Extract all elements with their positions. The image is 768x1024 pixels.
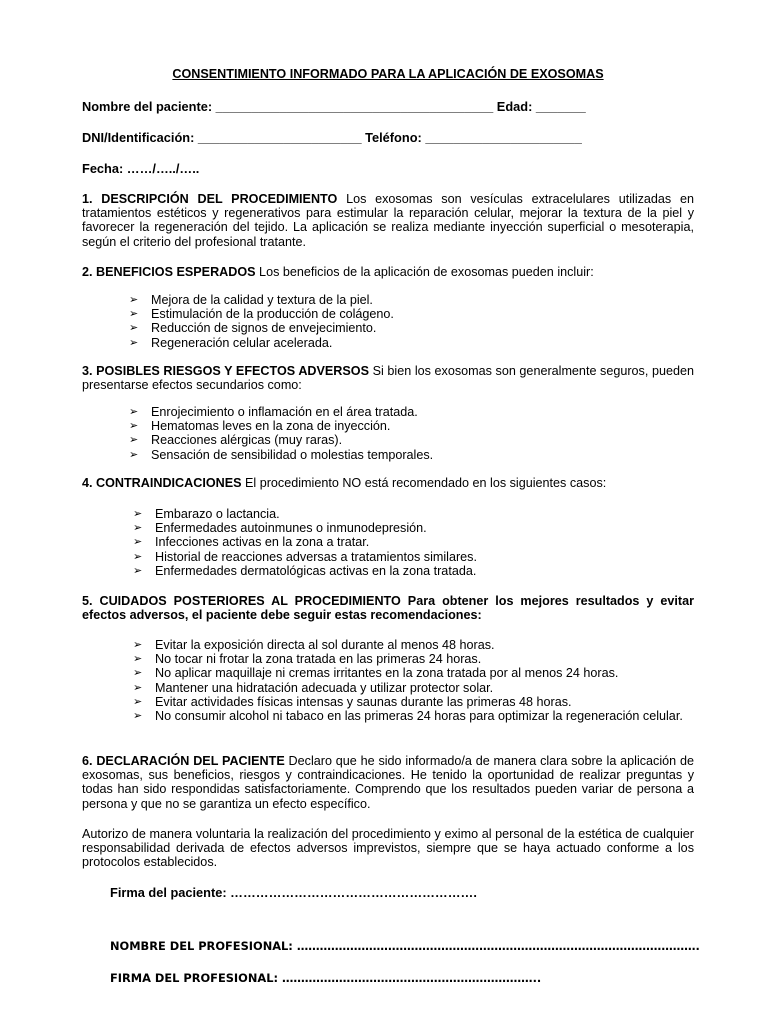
section-text: Los exosomas son vesículas extracelulares utilizadas en tratamientos estéticos y regenerativos para estimular la reparación celular, mejorar la textura de la piel y favorecer la regeneración del tejido. La aplicación se realiza mediante inyección superficial o mesoterapia, según el criterio del profesional tratante. (82, 192, 694, 249)
benefits-list (129, 293, 694, 350)
arrow-bullet-icon: ➢ (129, 406, 139, 418)
arrow-bullet-icon: ➢ (129, 336, 139, 349)
contraindications-list (133, 507, 694, 578)
list-item: ➢ Reducción de signos de envejecimiento. (129, 321, 377, 336)
arrow-bullet-icon: ➢ (133, 550, 143, 563)
list-item: ➢ No consumir alcohol ni tabaco en las primeras 24 horas para optimizar la regeneración celular. (133, 709, 683, 724)
section-heading: 4. CONTRAINDICACIONES (82, 476, 242, 490)
date-field: Fecha: ……/…../….. (82, 161, 200, 176)
section-declaration (82, 754, 694, 811)
patient-name-field: Nombre del paciente: _______________________________________ Edad: _______ (82, 99, 586, 114)
section-contraindications (82, 476, 694, 490)
arrow-bullet-icon: ➢ (133, 695, 143, 708)
section-text: El procedimiento NO está recomendado en los siguientes casos: (241, 476, 607, 490)
list-item: ➢ Enfermedades dermatológicas activas en la zona tratada. (133, 563, 477, 578)
arrow-bullet-icon: ➢ (133, 653, 143, 666)
section-aftercare (82, 594, 694, 622)
section-heading: 5. CUIDADOS POSTERIORES AL PROCEDIMIENTO Para obtener los mejores resultados y evitar efectos adversos, el paciente debe seguir estas recomendaciones: (82, 594, 694, 623)
section-text: Los beneficios de la aplicación de exosomas pueden incluir: (255, 265, 594, 279)
arrow-bullet-icon: ➢ (133, 508, 143, 520)
list-item: ➢ Mejora de la calidad y textura de la piel. (129, 293, 373, 307)
id-phone-field: DNI/Identificación: _______________________ Teléfono: ______________________ (82, 130, 582, 145)
list-item: ➢ Mantener una hidratación adecuada y utilizar protector solar. (133, 680, 494, 695)
section-heading: 6. DECLARACIÓN DEL PACIENTE (82, 754, 285, 768)
list-item: ➢ Enrojecimiento o inflamación en el área tratada. (129, 405, 418, 419)
arrow-bullet-icon: ➢ (133, 536, 143, 549)
section-text: Declaro que he sido informado/a de manera clara sobre la aplicación de exosomas, sus beneficios, riesgos y contraindicaciones. He tenido la oportunidad de realizar preguntas y todas han sido respondidas satisfactoriamente. Comprendo que los resultados pueden variar de persona a persona y que no se garantiza un efecto específico. (82, 754, 694, 811)
professional-name-line: NOMBRE DEL PROFESIONAL: ……………………………………………………………………………………………. (110, 939, 700, 953)
professional-signature-line: FIRMA DEL PROFESIONAL: ………………………………………………………….. (110, 971, 542, 985)
list-item: ➢ No tocar ni frotar la zona tratada en las primeras 24 horas. (133, 652, 482, 667)
authorization-paragraph: Autorizo de manera voluntaria la realización del procedimiento y eximo al personal de la estética de cualquier responsabilidad derivada de efectos adversos imprevistos, siempre que se haya actuado conforme a los protocolos establecidos. (82, 827, 694, 870)
arrow-bullet-icon: ➢ (129, 294, 139, 306)
arrow-bullet-icon: ➢ (129, 322, 139, 335)
list-item: ➢ Regeneración celular acelerada. (129, 335, 333, 350)
section-heading: 3. POSIBLES RIESGOS Y EFECTOS ADVERSOS (82, 364, 369, 378)
arrow-bullet-icon: ➢ (133, 667, 143, 680)
list-item: ➢ Embarazo o lactancia. (133, 507, 280, 521)
list-item: ➢ Evitar actividades físicas intensas y saunas durante las primeras 48 horas. (133, 694, 572, 709)
arrow-bullet-icon: ➢ (133, 710, 143, 723)
section-benefits (82, 265, 694, 279)
section-heading: 1. DESCRIPCIÓN DEL PROCEDIMIENTO (82, 192, 338, 206)
section-text: Si bien los exosomas son generalmente seguros, pueden presentarse efectos secundarios como: (82, 364, 694, 393)
risks-list (129, 405, 694, 462)
list-item: ➢ Reacciones alérgicas (muy raras). (129, 433, 343, 448)
list-item: ➢ No aplicar maquillaje ni cremas irritantes en la zona tratada por al menos 24 horas. (133, 666, 619, 681)
document-title: CONSENTIMIENTO INFORMADO PARA LA APLICACIÓN DE EXOSOMAS (172, 67, 604, 81)
arrow-bullet-icon: ➢ (133, 522, 143, 535)
arrow-bullet-icon: ➢ (129, 434, 139, 447)
arrow-bullet-icon: ➢ (129, 308, 139, 321)
list-item: ➢ Sensación de sensibilidad o molestias temporales. (129, 447, 434, 462)
aftercare-list (133, 638, 694, 723)
list-item: ➢ Enfermedades autoinmunes o inmunodepresión. (133, 521, 427, 536)
arrow-bullet-icon: ➢ (133, 681, 143, 694)
list-item: ➢ Hematomas leves en la zona de inyección. (129, 419, 391, 434)
list-item: ➢ Evitar la exposición directa al sol durante al menos 48 horas. (133, 638, 495, 652)
arrow-bullet-icon: ➢ (129, 448, 139, 461)
list-item: ➢ Infecciones activas en la zona a tratar. (133, 535, 370, 550)
list-item: ➢ Estimulación de la producción de colágeno. (129, 307, 394, 322)
section-heading: 2. BENEFICIOS ESPERADOS (82, 265, 256, 279)
section-risks (82, 364, 694, 392)
arrow-bullet-icon: ➢ (129, 420, 139, 433)
section-description (82, 192, 694, 249)
arrow-bullet-icon: ➢ (133, 564, 143, 577)
list-item: ➢ Historial de reacciones adversas a tratamientos similares. (133, 549, 477, 564)
patient-signature-line: Firma del paciente: …………………………………………………. (110, 885, 477, 900)
arrow-bullet-icon: ➢ (133, 639, 143, 651)
